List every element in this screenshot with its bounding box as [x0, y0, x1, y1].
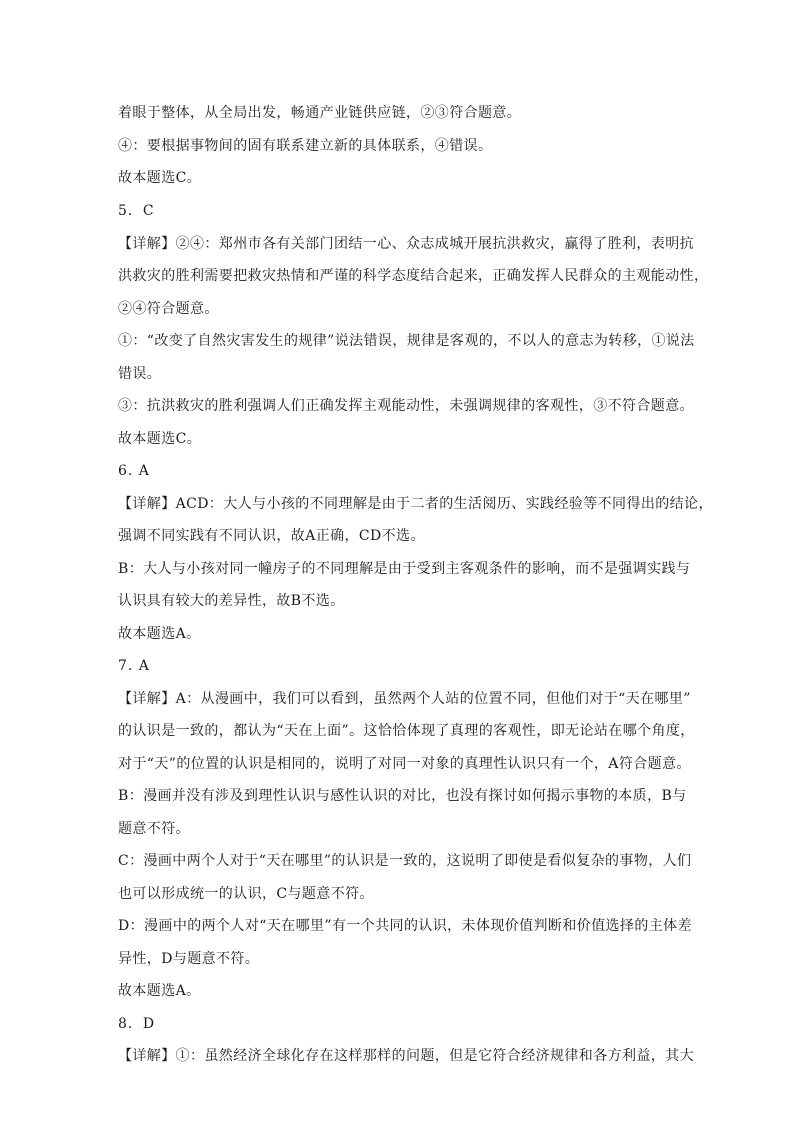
- text-line: B：大人与小孩对同一幢房子的不同理解是由于受到主客观条件的影响，而不是强调实践与: [118, 561, 691, 577]
- text-line: ④：要根据事物间的固有联系建立新的具体联系，④错误。: [118, 138, 493, 154]
- text-line: 【详解】②④：郑州市各有关部门团结一心、众志成城开展抗洪救灾，赢得了胜利，表明抗: [118, 236, 694, 252]
- text-line: ①：“改变了自然灾害发生的规律”说法错误，规律是客观的，不以人的意志为转移，①说法: [118, 333, 695, 349]
- question-number: 8．D: [118, 1016, 156, 1032]
- text-line: 故本题选A。: [118, 983, 201, 999]
- text-line: 洪救灾的胜利需要把救灾热情和严谨的科学态度结合起来，正确发挥人民群众的主观能动性，: [118, 268, 709, 284]
- text-line: 题意不符。: [118, 821, 190, 837]
- text-line: ③：抗洪救灾的胜利强调人们正确发挥主观能动性，未强调规律的客观性，③不符合题意。: [118, 398, 694, 414]
- text-line: 【详解】ACD：大人与小孩的不同理解是由于二者的生活阅历、实践经验等不同得出的结论，: [118, 496, 713, 512]
- text-line: 的认识是一致的，都认为“天在上面”。这恰恰体现了真理的客观性，即无论站在哪个角度，: [118, 723, 695, 739]
- text-line: 异性，D与题意不符。: [118, 951, 260, 967]
- text-line: D：漫画中的两个人对“天在哪里”有一个共同的认识，未体现价值判断和价值选择的主体差: [118, 918, 692, 934]
- question-number: 7. A: [118, 658, 150, 674]
- text-line: ②④符合题意。: [118, 301, 219, 317]
- text-line: 故本题选C。: [118, 431, 202, 447]
- text-line: 着眼于整体，从全局出发，畅通产业链供应链，②③符合题意。: [118, 105, 522, 121]
- text-line: 错误。: [118, 366, 162, 382]
- text-line: 故本题选C。: [118, 170, 202, 186]
- text-line: 认识具有较大的差异性，故B不选。: [118, 593, 345, 609]
- text-line: 对于“天”的位置的认识是相同的，说明了对同一对象的真理性认识只有一个，A符合题意。: [118, 756, 691, 772]
- text-line: C：漫画中两个人对于“天在哪里”的认识是一致的，这说明了即使是看似复杂的事物，人们: [118, 853, 692, 869]
- text-line: 【详解】A：从漫画中，我们可以看到，虽然两个人站的位置不同，但他们对于“天在哪里”: [118, 691, 691, 707]
- text-line: 【详解】①：虽然经济全球化存在这样那样的问题，但是它符合经济规律和各方利益，其大: [118, 1048, 694, 1064]
- text-line: 故本题选A。: [118, 626, 201, 642]
- question-number: 5．C: [118, 203, 155, 219]
- text-line: 也可以形成统一的认识，C与题意不符。: [118, 886, 374, 902]
- question-number: 6. A: [118, 463, 150, 479]
- text-line: B：漫画并没有涉及到理性认识与感性认识的对比，也没有探讨如何揭示事物的本质，B与: [118, 788, 687, 804]
- text-line: 强调不同实践有不同认识，故A正确，CD不选。: [118, 528, 425, 544]
